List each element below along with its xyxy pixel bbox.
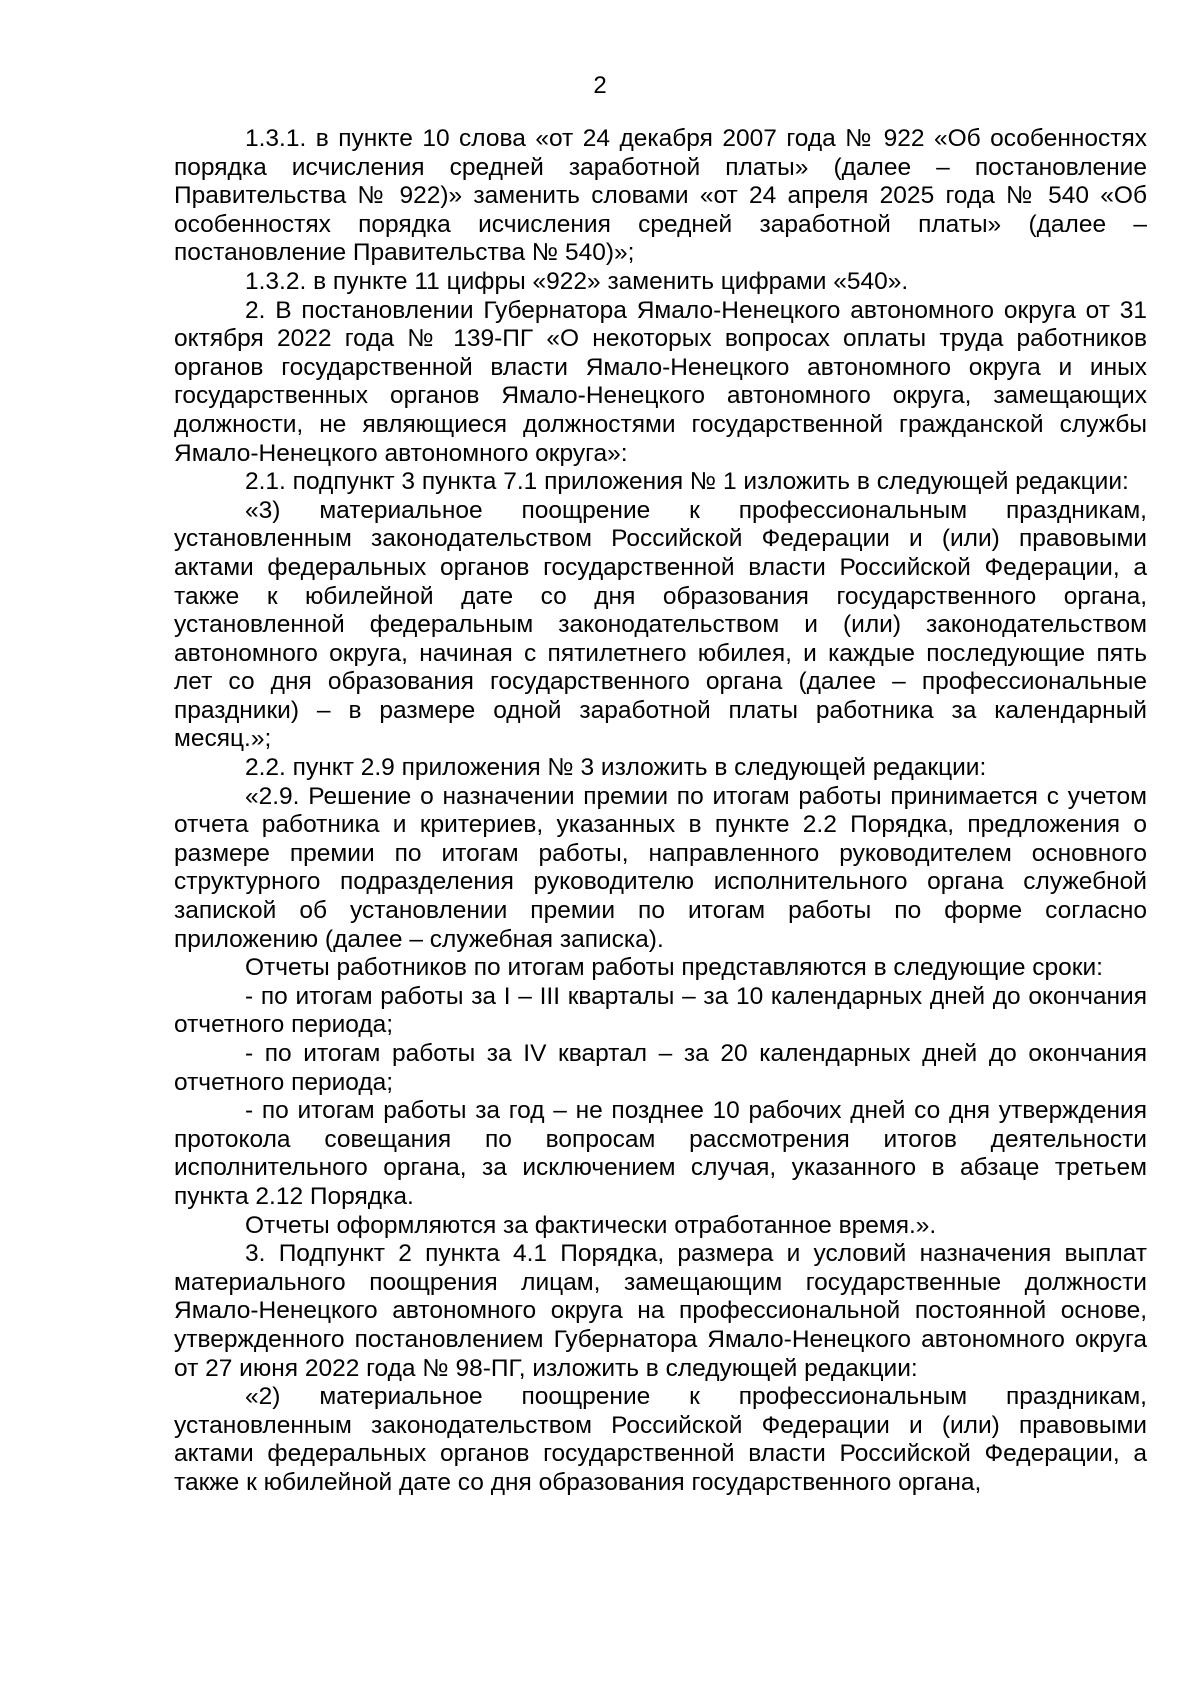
paragraph-2-1: 2.1. подпункт 3 пункта 7.1 приложения № 1 изложить в следующей редакции: <box>245 468 1129 496</box>
paragraph-3: 3. Подпункт 2 пункта 4.1 Порядка, размера и условий назначения выплат материального поощрения лицам, замещающим государственные должности Ямало-Ненецкого автономного округа на профессиональной постоянной основе, утвержденного постановлением Губернатора Ямало-Ненецкого автономного округа от 27 июня 2022 года № 98-ПГ, изложить в следующей редакции: <box>174 1240 1147 1382</box>
paragraph-reports-time: Отчеты оформляются за фактически отработанное время.». <box>245 1211 937 1239</box>
paragraph-2-1-quote: «3) материальное поощрение к профессиональным праздникам, установленным законодательством Российской Федерации и (или) правовыми актами федеральных органов государственной власти Российской Федерации, а также к юбилейной дате со дня образования государственного органа, установленной федеральным законодательством и (или) законодательством автономного округа, начиная с пятилетнего юбилея, и каждые последующие пять лет со дня образования государственного органа (далее – профессиональные праздники) – в размере одной заработной платы работника за календарный месяц.»; <box>174 496 1147 753</box>
paragraph-reports-deadlines: Отчеты работников по итогам работы представляются в следующие сроки: <box>245 954 1103 982</box>
paragraph-2-9-quote: «2.9. Решение о назначении премии по итогам работы принимается с учетом отчета работника и критериев, указанных в пункте 2.2 Порядка, предложения о размере премии по итогам работы, направленного руководителем основного структурного подразделения руководителю исполнительного органа служебной запиской об установлении премии по итогам работы по форме согласно приложению (далее – служебная записка). <box>174 782 1147 953</box>
paragraph-3-quote: «2) материальное поощрение к профессиональным праздникам, установленным законодательством Российской Федерации и (или) правовыми актами федеральных органов государственной власти Российской Федерации, а также к юбилейной дате со дня образования государственного органа, <box>174 1383 1147 1496</box>
paragraph-1-3-2: 1.3.2. в пункте 11 цифры «922» заменить цифрами «540». <box>245 267 909 295</box>
document-body <box>174 125 1147 1498</box>
list-item-year: - по итогам работы за год – не позднее 10 рабочих дней со дня утверждения протокола совещания по вопросам рассмотрения итогов деятельности исполнительного органа, за исключением случая, указанного в абзаце третьем пункта 2.12 Порядка. <box>174 1097 1147 1210</box>
list-item-quarters: - по итогам работы за I – III кварталы – за 10 календарных дней до окончания отчетного периода; <box>174 982 1147 1039</box>
page-number: 2 <box>593 72 607 99</box>
paragraph-1-3-1: 1.3.1. в пункте 10 слова «от 24 декабря 2007 года № 922 «Об особенностях порядка исчисления средней заработной платы» (далее – постановление Правительства № 922)» заменить словами «от 24 апреля 2025 года № 540 «Об особенностях порядка исчисления средней заработной платы» (далее – постановление Правительства № 540)»; <box>174 125 1147 267</box>
paragraph-2-2: 2.2. пункт 2.9 приложения № 3 изложить в следующей редакции: <box>245 754 987 782</box>
paragraph-2: 2. В постановлении Губернатора Ямало-Ненецкого автономного округа от 31 октября 2022 года № 139-ПГ «О некоторых вопросах оплаты труда работников органов государственной власти Ямало-Ненецкого автономного округа и иных государственных органов Ямало-Ненецкого автономного округа, замещающих должности, не являющиеся должностями государственной гражданской службы Ямало-Ненецкого автономного округа»: <box>174 296 1147 467</box>
list-item-q4: - по итогам работы за IV квартал – за 20 календарных дней до окончания отчетного периода; <box>174 1040 1147 1096</box>
